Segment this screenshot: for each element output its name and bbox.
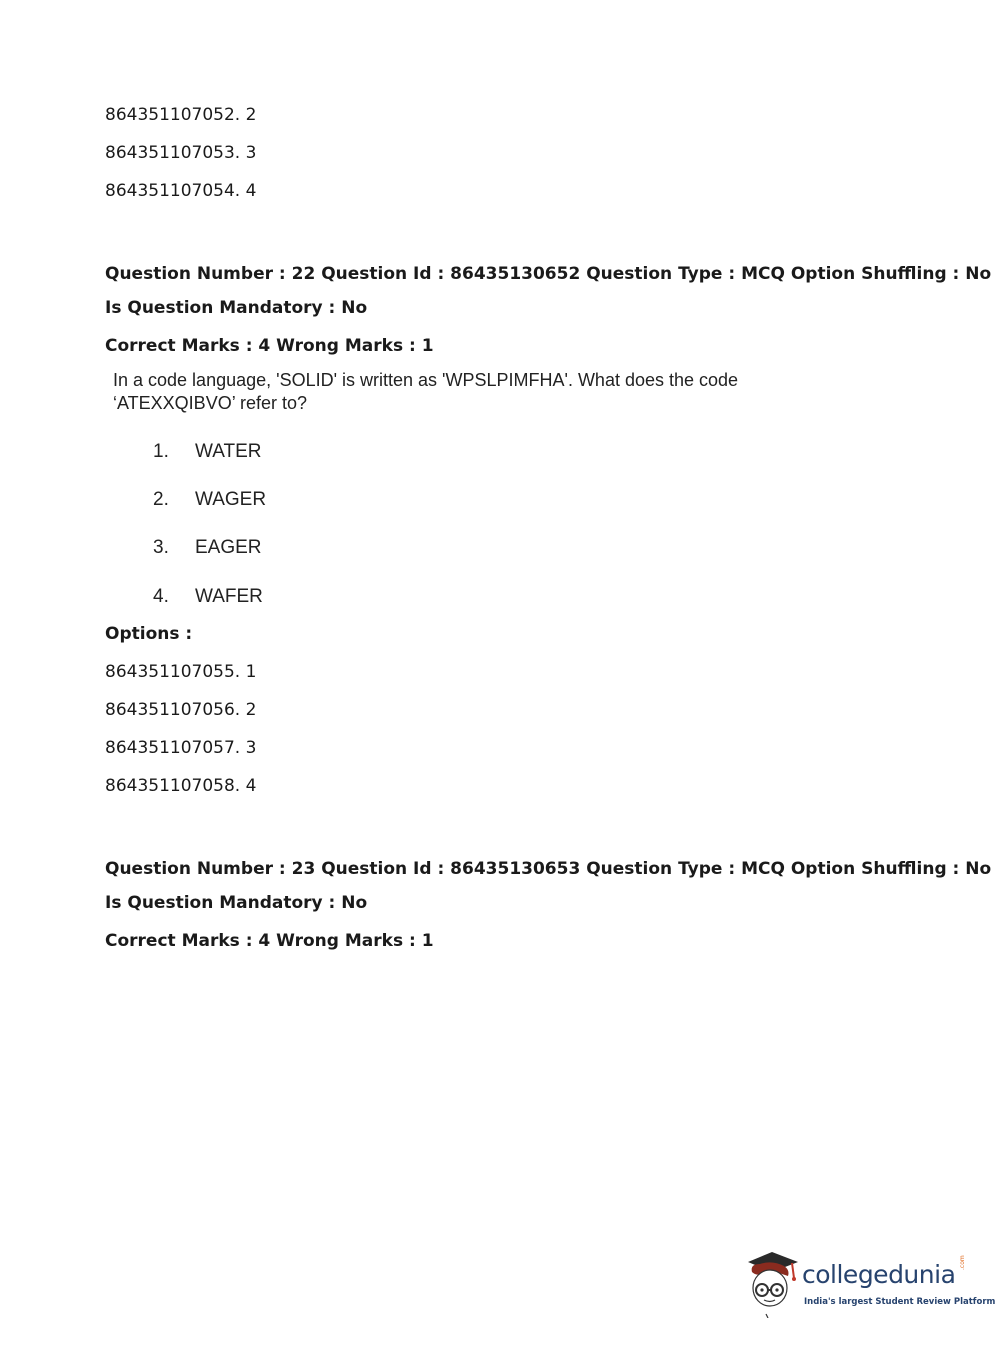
collegedunia-tagline: India's largest Student Review Platform: [804, 1297, 996, 1307]
q22-question-line-1: In a code language, 'SOLID' is written as 'WPSLPIMFHA'. What does the code: [113, 370, 739, 390]
q22-choice-1-number: 1.: [153, 441, 169, 462]
q22-choice-3-number: 3.: [153, 537, 169, 558]
q23-mandatory: Is Question Mandatory : No: [105, 893, 368, 913]
q22-choice-4-text: WAFER: [195, 586, 263, 607]
student-mascot-icon: [742, 1248, 802, 1318]
prev-option-3: 864351107053. 3: [105, 143, 257, 163]
prev-option-4: 864351107054. 4: [105, 181, 257, 201]
q23-header: Question Number : 23 Question Id : 86435130653 Question Type : MCQ Option Shuffling : No: [105, 859, 992, 879]
q22-choice-2-text: WAGER: [195, 489, 267, 510]
q22-mandatory: Is Question Mandatory : No: [105, 298, 368, 318]
q22-choice-1-text: WATER: [195, 441, 262, 462]
prev-option-2: 864351107052. 2: [105, 105, 257, 125]
q22-option-4: 864351107058. 4: [105, 776, 257, 796]
q22-option-2: 864351107056. 2: [105, 700, 257, 720]
q23-marks: Correct Marks : 4 Wrong Marks : 1: [105, 931, 434, 951]
q22-header: Question Number : 22 Question Id : 86435130652 Question Type : MCQ Option Shuffling : No: [105, 264, 992, 284]
collegedunia-com-suffix: .com: [959, 1255, 966, 1270]
collegedunia-logo: [742, 1248, 996, 1318]
q22-choice-4-number: 4.: [153, 586, 169, 607]
q22-choice-2-number: 2.: [153, 489, 169, 510]
q22-choice-3-text: EAGER: [195, 537, 262, 558]
q22-option-3: 864351107057. 3: [105, 738, 257, 758]
q22-question-line-2: ‘ATEXXQIBVO’ refer to?: [113, 393, 308, 413]
q22-options-label: Options :: [105, 624, 193, 644]
collegedunia-wordmark: collegedunia: [802, 1260, 956, 1289]
q22-option-1: 864351107055. 1: [105, 662, 257, 682]
q22-marks: Correct Marks : 4 Wrong Marks : 1: [105, 336, 434, 356]
